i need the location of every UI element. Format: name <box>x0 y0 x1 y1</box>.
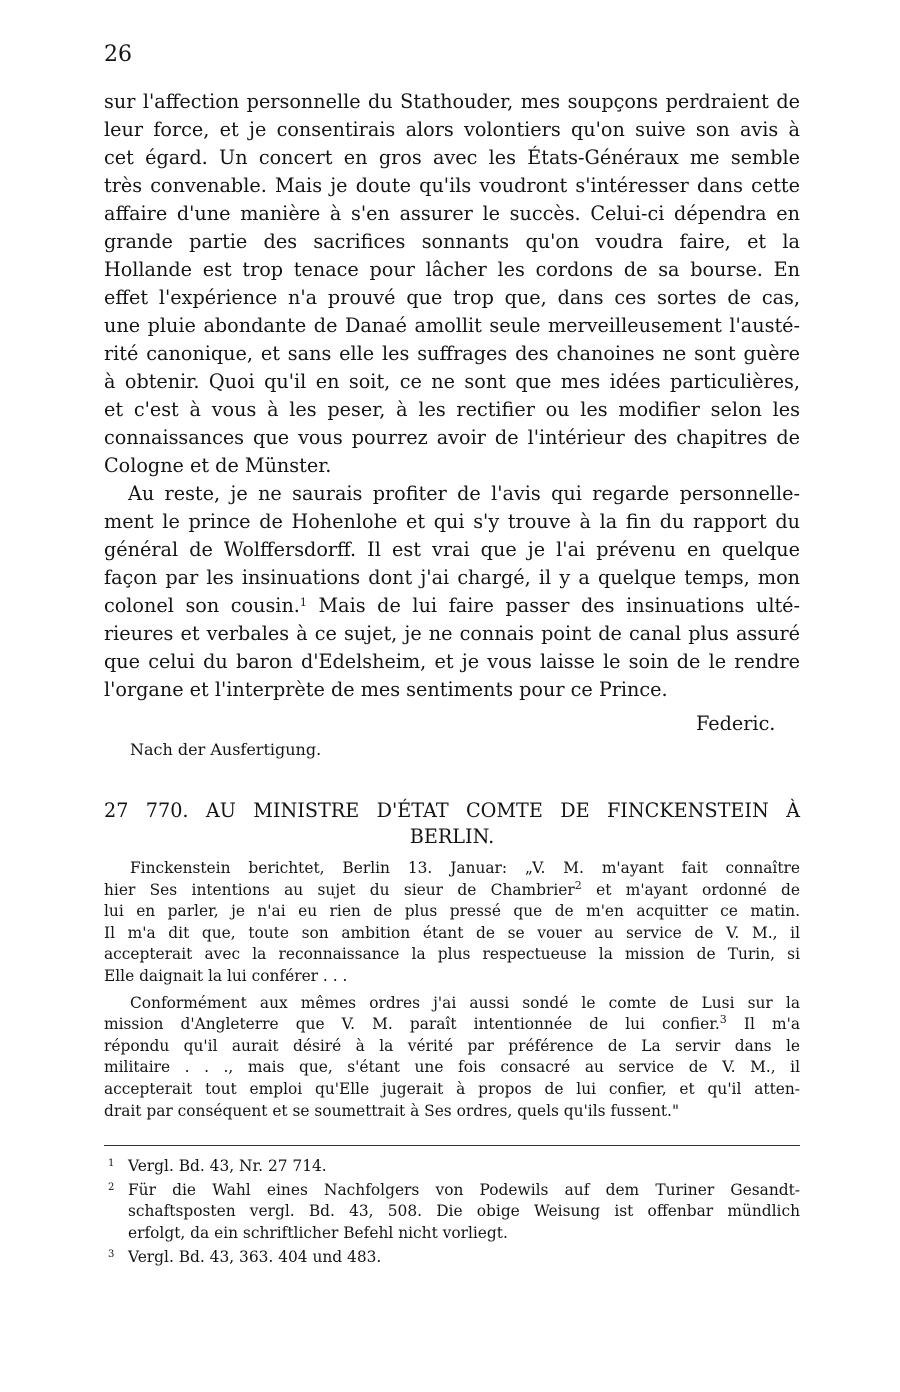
body-line: l'organe et l'interprète de mes sentiments pour ce Prince. <box>104 678 668 701</box>
body-line: Au reste, je ne saurais profiter de l'avis qui regarde personnelle- <box>128 482 800 505</box>
footnote <box>104 1177 800 1201</box>
footnote-mark: 2 <box>108 1182 115 1194</box>
footnote <box>104 1153 800 1177</box>
body-line: grande partie des sacrifices sonnants qu'on voudra faire, et la <box>104 230 800 253</box>
quote-line: accepterait avec la reconnaissance la plus respectueuse la mission de Turin, si <box>104 945 800 964</box>
report-quote <box>104 858 800 1122</box>
letter-body <box>104 88 800 704</box>
body-text: colonel son cousin. <box>104 594 300 617</box>
quote-line <box>104 880 800 902</box>
quote-line: drait par conséquent et se soumettrait à Ses ordres, quels qu'ils fussent." <box>104 1101 680 1120</box>
body-line: et c'est à vous à les peser, à les rectifier ou les modifier selon les <box>104 398 800 421</box>
body-line: leur force, et je consentirais alors volontiers qu'on suive son avis à <box>104 118 800 141</box>
quote-line: Elle daignait la lui conférer . . . <box>104 966 348 985</box>
body-line: que celui du baron d'Edelsheim, et je vous laisse le soin de le rendre <box>104 650 800 673</box>
quote-line: accepterait tout emploi qu'Elle jugerait à propos de lui confier, et qu'il atten- <box>104 1079 800 1098</box>
footnote-mark: 1 <box>108 1158 115 1169</box>
body-line: sur l'affection personnelle du Stathouder, mes soupçons perdraient de <box>104 90 800 113</box>
footnote-mark: 3 <box>108 1248 115 1260</box>
footnotes <box>104 1153 800 1268</box>
body-line: connaissances que vous pourrez avoir de l'intérieur des chapitres de <box>104 426 800 449</box>
body-line: très convenable. Mais je doute qu'ils voudront s'intéresser dans cette <box>104 174 800 197</box>
quote-line: Conformément aux mêmes ordres j'ai aussi sondé le comte de Lusi sur la <box>130 993 800 1012</box>
body-line: ment le prince de Hohenlohe et qui s'y trouve à la fin du rapport du <box>104 510 800 533</box>
footnote-reference: 2 <box>574 878 582 892</box>
quote-line: lui en parler, je n'ai eu rien de plus pressé que de m'en acquitter ce matin. <box>104 902 800 921</box>
source-note: Nach der Ausfertigung. <box>130 740 322 759</box>
body-line: affaire d'une manière à s'en assurer le succès. Celui-ci dépendra en <box>104 202 800 225</box>
quote-line: militaire . . ., mais que, s'étant une fois consacré au service de V. M., il <box>104 1058 800 1077</box>
footnote-text: Vergl. Bd. 43, 363. 404 und 483. <box>128 1247 382 1266</box>
footnote-line: schaftsposten vergl. Bd. 43, 508. Die obige Weisung ist offenbar mündlich <box>128 1202 800 1221</box>
quote-line <box>104 1014 800 1036</box>
footnote-text: Vergl. Bd. 43, Nr. 27 714. <box>128 1157 327 1175</box>
quote-line: répondu qu'il aurait désiré à la vérité par préférence de La servir dans le <box>104 1036 800 1055</box>
body-line: à obtenir. Quoi qu'il en soit, ce ne sont que mes idées particulières, <box>104 370 800 393</box>
letter-heading <box>104 798 800 850</box>
quote-line: Il m'a dit que, toute son ambition étant de se vouer au service de V. M., il <box>104 923 800 942</box>
body-line: effet l'expérience n'a prouvé que trop que, dans ces sortes de cas, <box>104 286 800 309</box>
quote-text: hier Ses intentions au sujet du sieur de Chambrier <box>104 880 575 899</box>
quote-text: et m'ayant ordonné de <box>581 880 801 899</box>
body-text: Mais de lui faire passer des insinuations ulté- <box>306 594 800 617</box>
body-line: cet égard. Un concert en gros avec les États-Généraux me semble <box>104 146 800 169</box>
quote-text: Il m'a <box>726 1015 800 1034</box>
body-line <box>104 592 800 620</box>
quote-line: Finckenstein berichtet, Berlin 13. Januar: „V. M. m'ayant fait connaître <box>130 859 800 877</box>
body-line: général de Wolffersdorff. Il est vrai que je l'ai prévenu en quelque <box>104 538 800 561</box>
footnote-reference: 1 <box>299 596 307 609</box>
quote-text: mission d'Angleterre que V. M. paraît intentionnée de lui confier. <box>104 1015 720 1034</box>
body-line: rieures et verbales à ce sujet, je ne connais point de canal plus assuré <box>104 622 800 645</box>
heading-line: 27 770. AU MINISTRE D'ÉTAT COMTE DE FINCKENSTEIN À <box>104 799 800 822</box>
signature: Federic. <box>696 712 776 735</box>
footnote-text: Für die Wahl eines Nachfolgers von Podewils auf dem Turiner Gesandt- <box>128 1181 800 1200</box>
body-line: une pluie abondante de Danaé amollit seule merveilleusement l'austé- <box>104 314 800 337</box>
body-line: rité canonique, et sans elle les suffrages des chanoines ne sont guère <box>104 342 800 365</box>
page-number: 26 <box>104 42 132 67</box>
body-line: façon par les insinuations dont j'ai chargé, il y a quelque temps, mon <box>104 566 800 589</box>
footnote <box>104 1244 800 1268</box>
body-line: Hollande est trop tenace pour lâcher les cordons de sa bourse. En <box>104 258 800 281</box>
body-line: Cologne et de Münster. <box>104 454 332 477</box>
footnote-divider <box>104 1145 800 1146</box>
heading-line: BERLIN. <box>409 825 495 848</box>
footnote-reference: 3 <box>719 1013 727 1027</box>
footnote-line: erfolgt, da ein schriftlicher Befehl nicht vorliegt. <box>128 1223 508 1242</box>
